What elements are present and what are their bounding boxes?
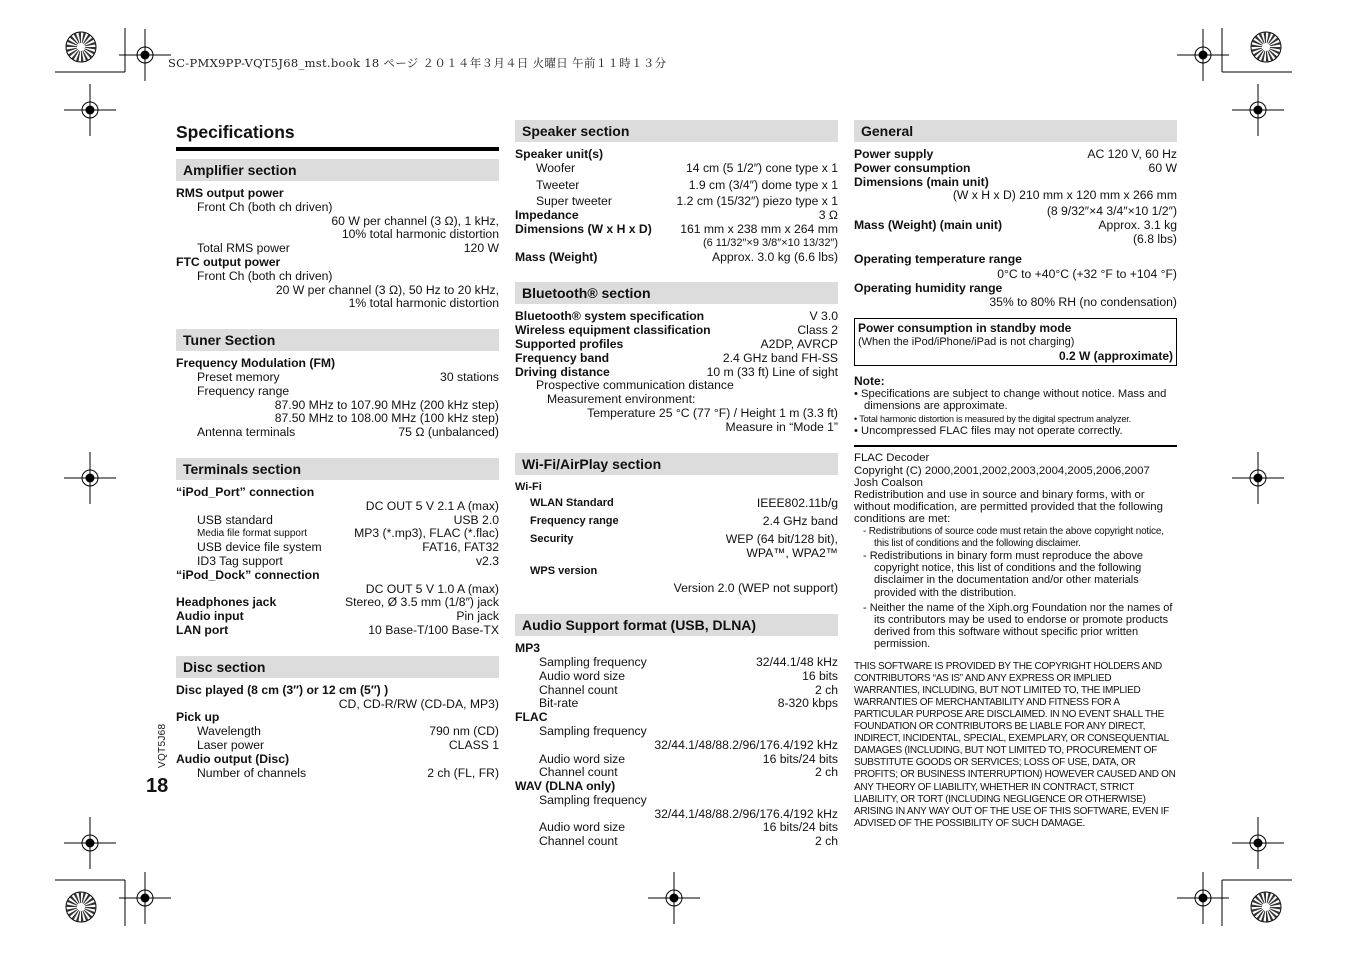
security-value-2: WPA™, WPA2™ (746, 545, 838, 560)
media-value: MP3 (*.mp3), FLAC (*.flac) (354, 526, 499, 541)
flac-sf-value: 32/44.1/48/88.2/96/176.4/192 kHz (654, 737, 838, 752)
humidity-label: Operating humidity range (854, 281, 1003, 296)
tweeter-label: Tweeter (536, 177, 580, 192)
divider (854, 445, 1177, 447)
speaker-mass-label: Mass (Weight) (515, 249, 598, 264)
fm-label: Frequency Modulation (FM) (176, 356, 336, 371)
rms-label: RMS output power (176, 186, 284, 200)
bt-spec-label: Bluetooth® system specification (515, 309, 705, 324)
laser-label: Laser power (197, 737, 265, 752)
column-left (176, 120, 499, 780)
disc-played-label: Disc played (8 cm (3″) or 12 cm (5″) ) (176, 682, 389, 697)
flac-cc-label: Channel count (539, 765, 618, 780)
ftc-label: FTC output power (176, 254, 281, 269)
range-value-1: 87.90 MHz to 107.90 MHz (200 kHz step) (274, 397, 499, 412)
license-disclaimer: THIS SOFTWARE IS PROVIDED BY THE COPYRIGHT HOLDERS AND CONTRIBUTORS “AS IS” AND ANY EXPRESS OR IMPLIED WARRANTIES, INCLUDING, BUT NOT LIMITED TO, THE IMPLIED WARRANTIES OF MERCHANTABILITY AND FITNESS FOR A PARTICULAR PURPOSE ARE DISCLAIMED. IN NO EVENT SHALL THE FOUNDATION OR CONTRIBUTORS BE LIABLE FOR ANY DIRECT, INDIRECT, INCIDENTAL, SPECIAL, EXEMPLARY, OR CONSEQUENTIAL DAMAGES (INCLUDING, BUT NOT LIMITED TO, PROCUREMENT OF SUBSTITUTE GOODS OR SERVICES; LOSS OF USE, DATA, OR PROFITS; OR BUSINESS INTERRUPTION) HOWEVER CAUSED AND ON ANY THEORY OF LIABILITY, WHETHER IN CONTRACT, STRICT LIABILITY, OR TORT (INCLUDING NEGLIGENCE OR OTHERWISE) ARISING IN ANY WAY OUT OF THE USE OF THIS SOFTWARE, EVEN IF ADVISED OF THE POSSIBILITY OF SUCH DAMAGE. (854, 660, 1176, 829)
pickup-label: Pick up (176, 710, 220, 725)
starburst-mark (1251, 892, 1281, 922)
usb-fs-label: USB device file system (197, 540, 322, 555)
headphones-value: Stereo, Ø 3.5 mm (1/8″) jack (345, 595, 499, 610)
bt-measure-mode: Measure in “Mode 1” (725, 419, 838, 434)
lan-value: 10 Base-T/100 Base-TX (368, 622, 499, 637)
license-line-3: Josh Coalson (854, 476, 924, 489)
speaker-dims-value-1: 161 mm x 238 mm x 264 mm (680, 221, 838, 236)
license-line-2: Copyright (C) 2000,2001,2002,2003,2004,2005,2006,2007 (854, 464, 1150, 477)
license-condition: - Redistributions of source code must retain the above copyright notice, this list of conditions and the following disclaimer. (863, 525, 1164, 549)
tuner-heading: Tuner Section (176, 329, 499, 351)
flac-cc-value: 2 ch (814, 765, 838, 780)
standby-condition: (When the iPod/iPhone/iPad is not charging) (858, 335, 1075, 348)
speaker-heading: Speaker section (515, 120, 838, 142)
terminals-heading: Terminals section (176, 458, 499, 480)
security-label: Security (530, 532, 574, 545)
channels-label: Number of channels (197, 765, 307, 780)
bt-distance-value: 10 m (33 ft) Line of sight (706, 364, 838, 379)
wifi-freq-value: 2.4 GHz band (762, 514, 838, 529)
power-consumption-label: Power consumption (854, 160, 971, 175)
humidity-value: 35% to 80% RH (no condensation) (989, 294, 1177, 309)
disc-heading: Disc section (176, 656, 499, 678)
wlan-label: WLAN Standard (530, 497, 614, 510)
ftc-front-label: Front Ch (both ch driven) (197, 268, 333, 283)
ipod-port-label: “iPod_Port” connection (176, 484, 315, 499)
crosshair-mark (119, 872, 171, 924)
ipod-port-value: DC OUT 5 V 2.1 A (max) (365, 498, 499, 513)
side-code: VQT5J68 (157, 723, 168, 768)
bt-profiles-value: A2DP, AVRCP (760, 336, 838, 351)
crosshair-mark (1177, 872, 1229, 924)
mp3-br-label: Bit-rate (539, 696, 579, 711)
crosshair-mark (64, 84, 116, 136)
bt-band-label: Frequency band (515, 350, 610, 365)
amplifier-heading: Amplifier section (176, 159, 499, 181)
power-supply-label: Power supply (854, 147, 934, 161)
wavelength-label: Wavelength (197, 724, 261, 739)
main-mass-label: Mass (Weight) (main unit) (854, 217, 1003, 232)
mp3-cc-label: Channel count (539, 682, 618, 697)
mp3-aws-value: 16 bits (802, 668, 838, 683)
range-label: Frequency range (197, 383, 290, 398)
flac-aws-value: 16 bits/24 bits (762, 751, 838, 766)
flac-aws-label: Audio word size (539, 751, 626, 766)
wps-label: WPS version (530, 564, 598, 577)
audio-in-value: Pin jack (456, 609, 499, 624)
audio-format-heading: Audio Support format (USB, DLNA) (515, 614, 838, 636)
super-tweeter-label: Super tweeter (536, 194, 612, 209)
wav-cc-label: Channel count (539, 834, 618, 849)
front-value-2: 10% total harmonic distortion (341, 227, 499, 242)
woofer-value: 14 cm (5 1/2″) cone type x 1 (686, 160, 838, 175)
wav-label: WAV (DLNA only) (515, 779, 616, 794)
preset-label: Preset memory (197, 369, 280, 384)
wifi-label: Wi-Fi (515, 480, 542, 493)
wav-cc-value: 2 ch (814, 834, 838, 849)
media-label: Media file format support (197, 528, 308, 540)
temp-label: Operating temperature range (854, 251, 1022, 266)
flac-label: FLAC (515, 710, 548, 725)
main-dims-label: Dimensions (main unit) (854, 174, 989, 189)
lan-label: LAN port (176, 622, 229, 637)
super-tweeter-value: 1.2 cm (15/32″) piezo type x 1 (676, 194, 838, 209)
impedance-value: 3 Ω (818, 208, 838, 223)
standby-value: 0.2 W (approximate) (1058, 348, 1173, 363)
id3-value: v2.3 (475, 553, 499, 568)
main-dims-value-1: (W x H x D) 210 mm x 120 mm x 266 mm (952, 188, 1177, 203)
column-middle (515, 120, 838, 849)
front-label: Front Ch (both ch driven) (197, 199, 333, 214)
mp3-aws-label: Audio word size (539, 668, 626, 683)
antenna-value: 75 Ω (unbalanced) (398, 425, 499, 440)
wlan-value: IEEE802.11b/g (756, 496, 838, 511)
note-item: • Specifications are subject to change without notice. Mass and dimensions are approximate. (854, 387, 1167, 413)
bt-band-value: 2.4 GHz band FH-SS (722, 350, 838, 365)
ipod-dock-label: “iPod_Dock” connection (176, 567, 320, 582)
main-mass-value-2: (6.8 lbs) (1132, 231, 1177, 246)
note-title: Note: (854, 373, 885, 388)
main-mass-value-1: Approx. 3.1 kg (1098, 217, 1177, 232)
audio-out-label: Audio output (Disc) (176, 751, 290, 766)
mp3-sf-label: Sampling frequency (539, 654, 647, 669)
front-value-1: 60 W per channel (3 Ω), 1 kHz, (331, 213, 499, 228)
starburst-mark (1251, 32, 1281, 62)
ftc-value-1: 20 W per channel (3 Ω), 50 Hz to 20 kHz, (275, 282, 499, 297)
disc-played-value: CD, CD-R/RW (CD-DA, MP3) (338, 696, 499, 711)
mp3-sf-value: 32/44.1/48 kHz (756, 654, 838, 669)
wifi-freq-label: Frequency range (530, 515, 619, 528)
page-number: 18 (146, 775, 169, 797)
ftc-value-2: 1% total harmonic distortion (348, 296, 499, 311)
standby-box (854, 318, 1177, 366)
crosshair-mark (119, 29, 171, 81)
crosshair-mark (1177, 29, 1229, 81)
bt-spec-value: V 3.0 (809, 309, 838, 324)
mp3-cc-value: 2 ch (814, 682, 838, 697)
note-item: • Total harmonic distortion is measured by the digital spectrum analyzer. (854, 413, 1131, 424)
main-dims-value-2: (8 9/32″×4 3/4″×10 1/2″) (1046, 204, 1177, 219)
usb-std-label: USB standard (197, 512, 273, 527)
bluetooth-heading: Bluetooth® section (515, 282, 838, 304)
speaker-mass-value: Approx. 3.0 kg (6.6 lbs) (712, 249, 838, 264)
license-line-1: FLAC Decoder (854, 452, 930, 465)
wav-aws-value: 16 bits/24 bits (762, 820, 838, 835)
starburst-mark (66, 892, 96, 922)
channels-value: 2 ch (FL, FR) (427, 765, 499, 780)
file-info-header: SC-PMX9PP-VQT5J68_mst.book 18 ページ ２０１４年３月４日 火曜日 午前１１時１３分 (168, 56, 667, 70)
total-rms-label: Total RMS power (197, 241, 290, 256)
license-intro: Redistribution and use in source and binary forms, with or without modification, are permitted provided that the following conditions are met: (854, 489, 1163, 526)
page-title: Specifications (176, 122, 499, 151)
usb-std-value: USB 2.0 (453, 512, 499, 527)
range-value-2: 87.50 MHz to 108.00 MHz (100 kHz step) (274, 411, 499, 426)
security-value-1: WEP (64 bit/128 bit), (725, 531, 838, 546)
flac-sf-label: Sampling frequency (539, 723, 647, 738)
speaker-units-label: Speaker unit(s) (515, 147, 604, 161)
woofer-label: Woofer (536, 160, 576, 175)
bt-temperature: Temperature 25 °C (77 °F) / Height 1 m (3.3 ft) (587, 405, 838, 420)
column-right (854, 120, 1177, 830)
speaker-dims-label: Dimensions (W x H x D) (515, 221, 652, 236)
power-consumption-value: 60 W (1148, 160, 1177, 175)
mp3-label: MP3 (515, 641, 541, 656)
bt-measurement: Measurement environment: (547, 392, 696, 407)
wav-aws-label: Audio word size (539, 820, 626, 835)
bt-class-value: Class 2 (797, 323, 838, 338)
bt-prospective: Prospective communication distance (536, 378, 734, 393)
antenna-label: Antenna terminals (197, 425, 296, 440)
crosshair-mark (1232, 84, 1284, 136)
laser-value: CLASS 1 (448, 737, 499, 752)
note-item: • Uncompressed FLAC files may not operate correctly. (854, 424, 1123, 437)
preset-value: 30 stations (440, 369, 499, 384)
total-rms-value: 120 W (463, 241, 499, 256)
wavelength-value: 790 nm (CD) (429, 724, 499, 739)
headphones-label: Headphones jack (176, 595, 277, 610)
license-condition: - Redistributions in binary form must reproduce the above copyright notice, this list of conditions and the following disclaimer in the documentation and/or other materials provided with the distribution. (863, 550, 1144, 599)
crosshair-mark (64, 817, 116, 869)
speaker-dims-value-2: (6 11/32″×9 3/8″×10 13/32″) (702, 236, 838, 249)
temp-value: 0°C to +40°C (+32 °F to +104 °F) (997, 267, 1177, 282)
wav-sf-value: 32/44.1/48/88.2/96/176.4/192 kHz (654, 806, 838, 821)
general-heading: General (854, 120, 1177, 142)
power-supply-value: AC 120 V, 60 Hz (1087, 147, 1177, 161)
mp3-br-value: 8-320 kbps (777, 696, 838, 711)
crosshair-mark (1232, 817, 1284, 869)
crosshair-mark (648, 872, 700, 924)
wifi-heading: Wi-Fi/AirPlay section (515, 453, 838, 475)
impedance-label: Impedance (515, 208, 579, 223)
starburst-mark (66, 32, 96, 62)
audio-in-label: Audio input (176, 609, 244, 624)
wav-sf-label: Sampling frequency (539, 792, 647, 807)
license-condition: - Neither the name of the Xiph.org Foundation nor the names of its contributors may be used to endorse or promote products derived from this software without specific prior written permission. (863, 601, 1173, 651)
usb-fs-value: FAT16, FAT32 (422, 540, 499, 555)
crosshair-mark (64, 452, 116, 504)
wps-value: Version 2.0 (WEP not support) (673, 581, 838, 596)
tweeter-value: 1.9 cm (3/4″) dome type x 1 (688, 177, 838, 192)
bt-profiles-label: Supported profiles (515, 336, 624, 351)
id3-label: ID3 Tag support (197, 553, 283, 568)
bt-class-label: Wireless equipment classification (515, 323, 711, 338)
standby-title: Power consumption in standby mode (858, 320, 1072, 335)
bt-distance-label: Driving distance (515, 364, 610, 379)
crosshair-mark (1232, 452, 1284, 504)
ipod-dock-value: DC OUT 5 V 1.0 A (max) (365, 581, 499, 596)
